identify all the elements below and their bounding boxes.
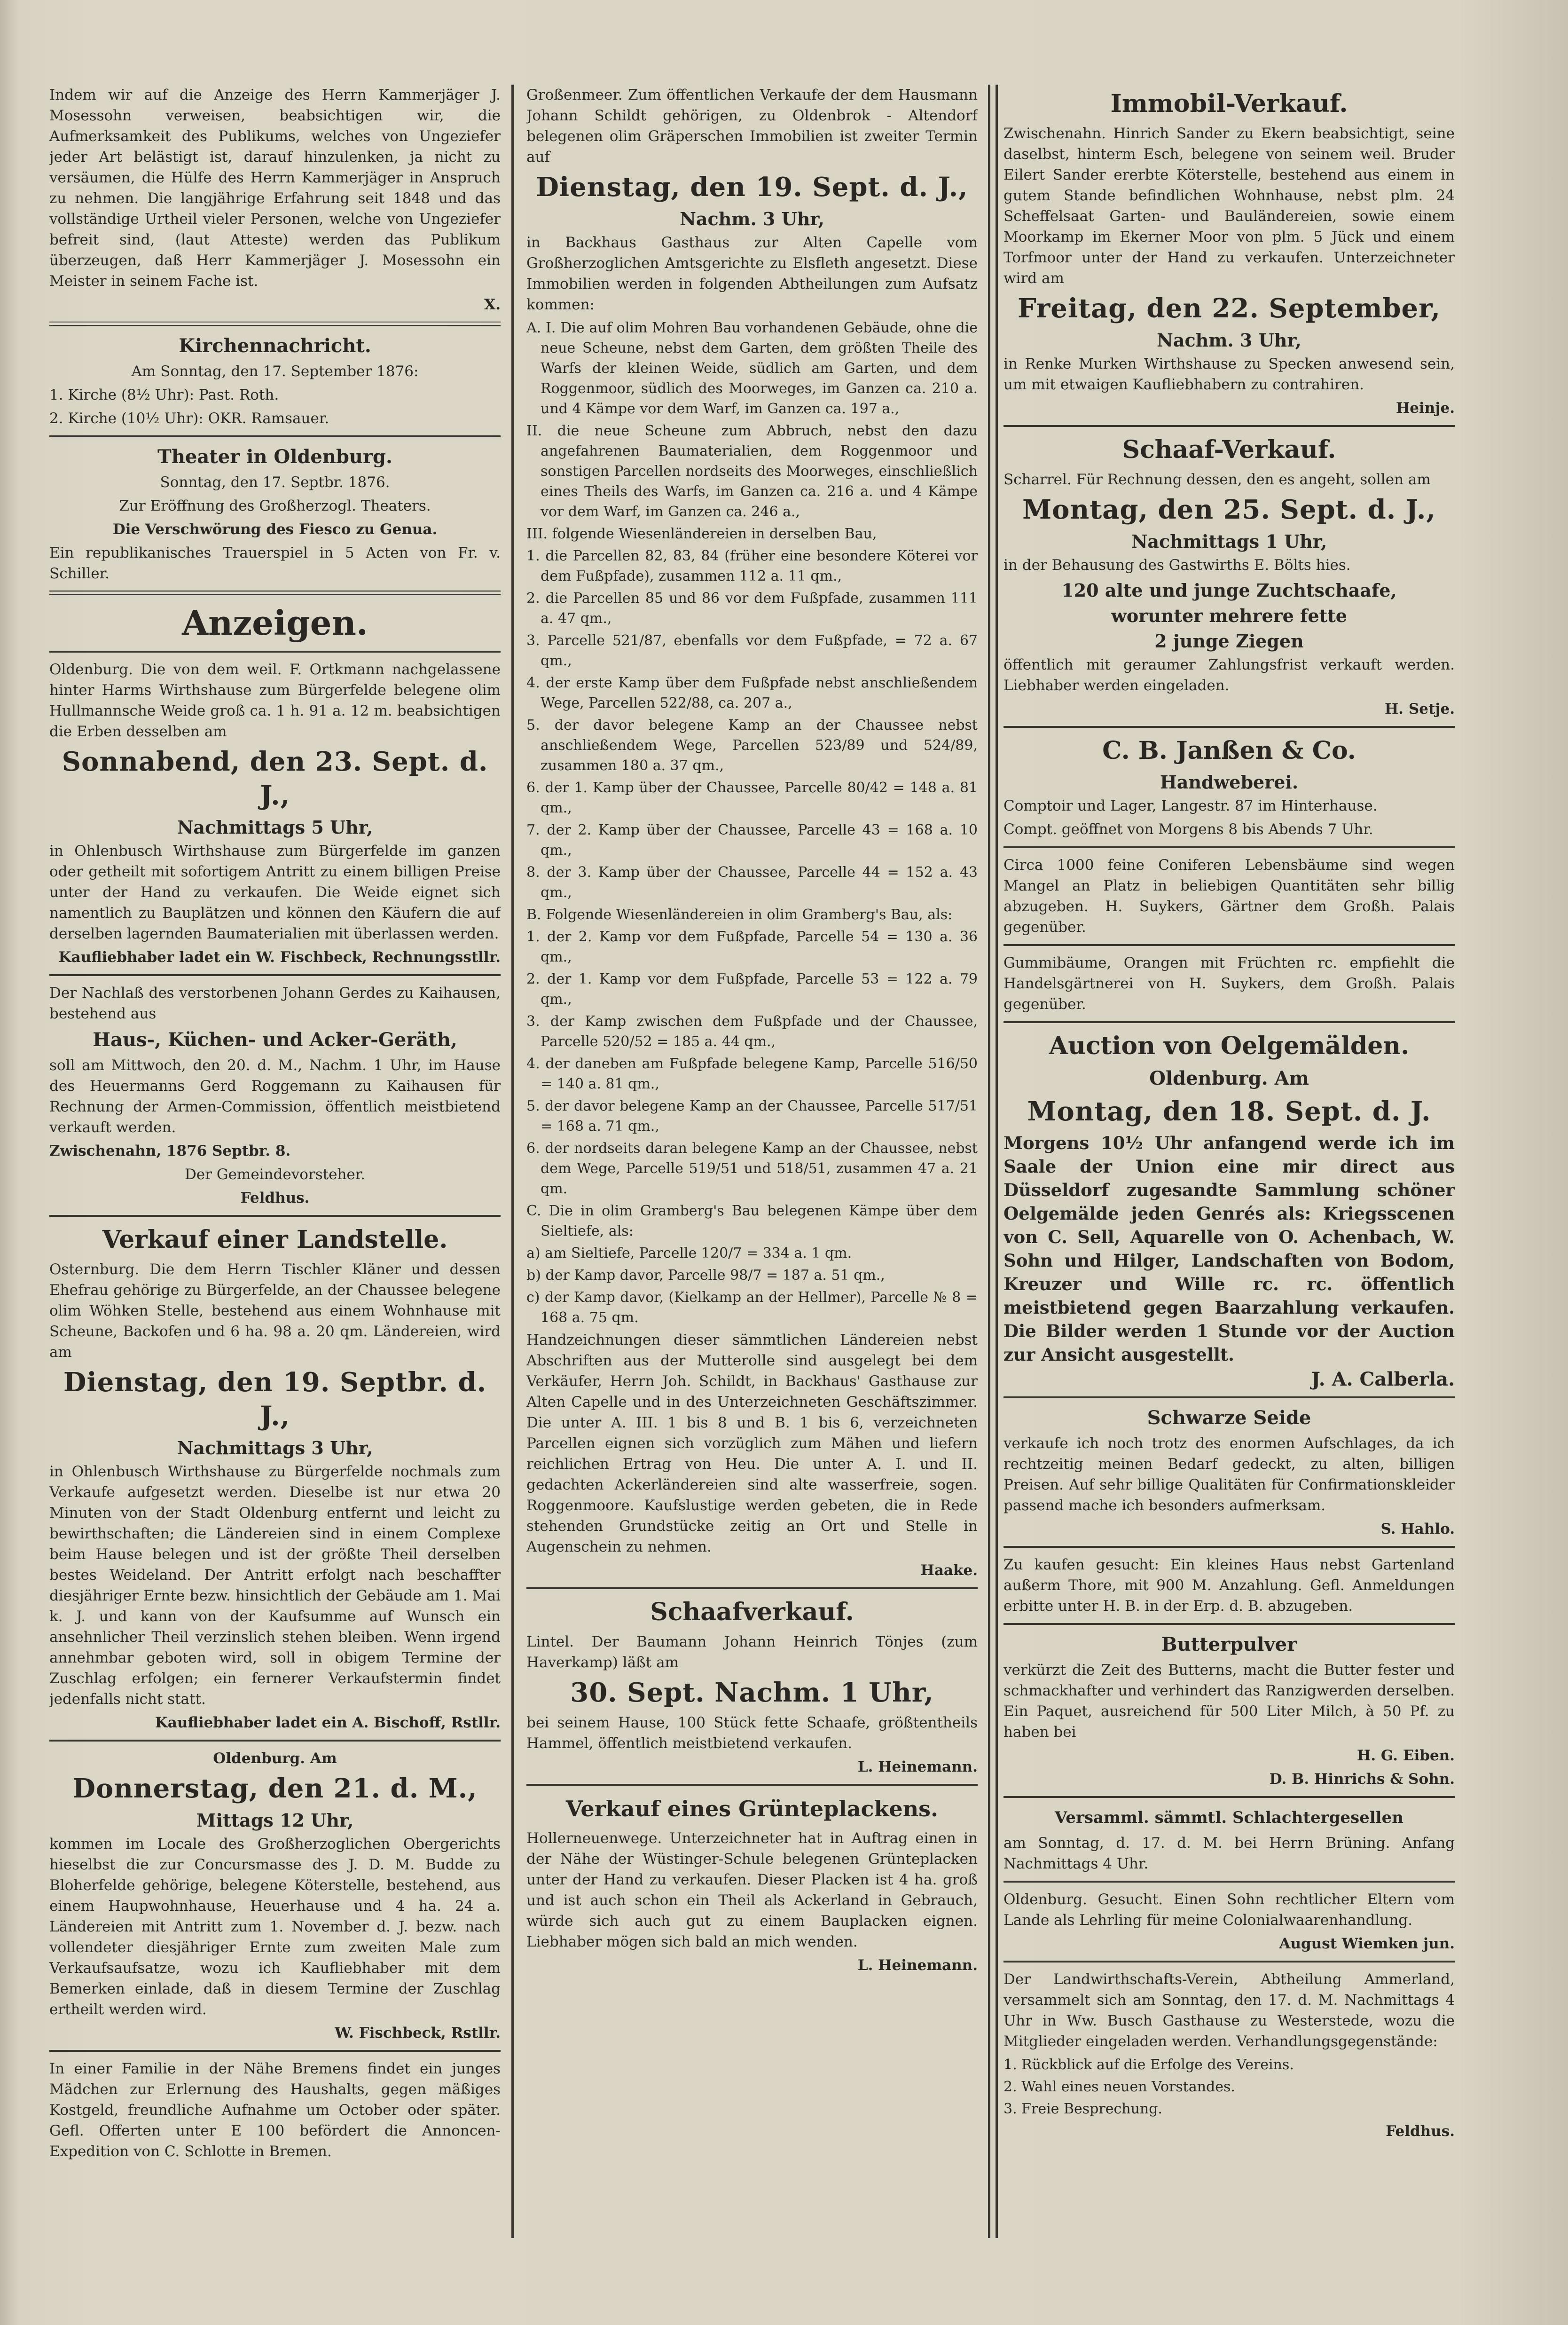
- gruen-title: Verkauf eines Grünteplackens.: [565, 1796, 939, 1821]
- anzeigen-heading: Anzeigen.: [182, 603, 368, 643]
- list-item: 1. die Parcellen 82, 83, 84 (früher eine besondere Köterei vor dem Fußpfade), zusammen 112 a. 11 qm.,: [526, 548, 978, 584]
- seide-text: verkaufe ich noch trotz des enormen Aufschlages, da ich rechtzeitig meinen Bedarf gedeckt, zu alten, billigen Preisen. Auf sehr billige Qualitäten für Confirmationskleider passend mache ich besonders aufmerksam.: [1004, 1435, 1455, 1514]
- list-item: 5. der davor belegene Kamp an der Chaussee, Parcelle 517/51 = 168 a. 71 qm.,: [526, 1098, 978, 1135]
- divider: [1004, 846, 1455, 848]
- gerdes-text: Der Nachlaß des verstorbenen Johann Gerdes zu Kaihausen, bestehend aus: [49, 985, 501, 1022]
- schaaf-title: Schaafverkauf.: [650, 1598, 854, 1626]
- immo-date: Freitag, den 22. September,: [1017, 293, 1441, 324]
- divider: [49, 651, 501, 653]
- divider: [49, 591, 501, 595]
- landstelle-title: Verkauf einer Landstelle.: [102, 1225, 448, 1254]
- list-item: 2. Wahl eines neuen Vorstandes.: [1004, 2079, 1235, 2095]
- list-item: A. I. Die auf olim Mohren Bau vorhandenen Gebäude, ohne die neue Scheune, nebst dem Garten, dem größten Theile des Warfs der kleinen Weide, südlich am Garten, und dem Roggenmoor, südlich des Moorweges, im Ganzen ca. 210 a. und 4 Kämpe vor dem Warf, im Ganzen ca. 197 a.,: [526, 320, 978, 417]
- divider: [1004, 1021, 1455, 1023]
- landstelle-text: in Ohlenbusch Wirthshause zu Bürgerfelde nochmals zum Verkaufe aufgesetzt werden. Dieselbe ist nur etwa 20 Minuten von der Stadt Oldenburg entfernt und leicht zu bewirthschaften; die Ländereien sind in einem Complexe beim Hause belegen und ist der größte Theil derselben bestes Weideland. Der Antritt erfolgt nach beschaffter diesjähriger Ernte bezw. hinsichtlich der Gebäude am 1. Mai k. J. und kann von der Kaufsumme auf Wunsch ein ansehnlicher Theil verzinslich stehen bleiben. Wenn irgend annehmbar geboten wird, soll in obigem Termine der Zuschlag erfolgen; ein fernerer Verkaufstermin findet jedenfalls nicht statt.: [49, 1463, 501, 1708]
- gruen-text: Hollerneuenwege. Unterzeichneter hat in Auftrag einen in der Nähe der Wüstinger-Schule belegenen Grünteplacken unter der Hand zu verkaufen. Dieser Placken ist 4 ha. groß und ist auch schon ein Theil als Ackerland in Gebrauch, würde sich auch gut zu einem Bauplacken eignen. Liebhaber mögen sich bald an mich wenden.: [526, 1830, 978, 1950]
- list-item: II. die neue Scheune zum Abbruch, nebst den dazu angefahrenen Baumaterialien, dem Roggenmoor und sonstigen Parcellen nordseits des Moorweges, einschließlich eines Theils des Warfs, im Ganzen ca. 216 a. und 4 Kämpe vor dem Warf, im Ganzen ca. 246 a.,: [526, 423, 978, 520]
- divider: [49, 322, 501, 326]
- divider: [49, 435, 501, 437]
- seide-title: Schwarze Seide: [1147, 1407, 1311, 1429]
- gerdes-signature: Feldhus.: [240, 1190, 310, 1206]
- theater-play: Die Verschwörung des Fiesco zu Genua.: [112, 521, 438, 538]
- schaf2-title: Schaaf-Verkauf.: [1122, 435, 1336, 464]
- verein-signature: Feldhus.: [1386, 2123, 1455, 2140]
- immo-text: in Renke Murken Wirthshause zu Specken anwesend sein, um mit etwaigen Kaufliebhabern zu contrahiren.: [1004, 355, 1455, 393]
- church-line: 1. Kirche (8½ Uhr): Past. Roth.: [49, 386, 279, 403]
- list-item: 5. der davor belegene Kamp an der Chaussee nebst anschließendem Wege, Parcellen 523/89 und 524/89, zusammen 180 a. 37 qm.,: [526, 717, 978, 774]
- list-item: 3. der Kamp zwischen dem Fußpfade und der Chaussee, Parcelle 520/52 = 185 a. 44 qm.,: [526, 1013, 978, 1050]
- list-item: 6. der 1. Kamp über der Chaussee, Parcelle 80/42 = 148 a. 81 qm.,: [526, 780, 978, 816]
- maedchen-text: In einer Familie in der Nähe Bremens findet ein junges Mädchen zur Erlernung des Haushalts, gegen mäßiges Kostgeld, freundliche Aufnahme um October oder später. Gefl. Offerten unter E 100 befördert die Annoncen-Expedition von C. Schlotte in Bremen.: [49, 2060, 501, 2160]
- column-rule: [511, 85, 514, 2238]
- list-item: 7. der 2. Kamp über der Chaussee, Parcelle 43 = 168 a. 10 qm.,: [526, 822, 978, 859]
- list-item: 1. Rückblick auf die Erfolge des Vereins.: [1004, 2057, 1294, 2073]
- janssen-subtitle: Handweberei.: [1160, 772, 1299, 793]
- list-item: 2. der 1. Kamp vor dem Fußpfade, Parcelle 53 = 122 a. 79 qm.,: [526, 971, 978, 1008]
- janssen-title: C. B. Janßen & Co.: [1102, 736, 1356, 765]
- schaf2-heading: 120 alte und junge Zuchtschaafe,: [1061, 580, 1397, 601]
- auction-place: Oldenburg. Am: [1149, 1067, 1309, 1089]
- landstelle-text: Osternburg. Die dem Herrn Tischler Kläner und dessen Ehefrau gehörige zu Bürgerfelde, an der Chaussee belegene olim Wöhken Stelle, bestehend aus einem Wohnhause mit Scheune, Backofen und 6 ha. 98 a. 20 qm. Ländereien, wird am: [49, 1261, 501, 1361]
- immo-text: Zwischenahn. Hinrich Sander zu Ekern beabsichtigt, seine daselbst, hinterm Esch, belegene von seinem weil. Bruder Eilert Sander ererbte Köterstelle, bestehend aus einem in gutem Stande befindlichen Wohnhause, nebst plm. 24 Scheffelsaat Garten- und Bauländereien, sowie einem Moorkamp im Ekerner Moor von plm. 5 Jück und einem Torfmoor unter der Hand zu verkaufen. Unterzeichneter wird am: [1004, 125, 1455, 287]
- divider: [526, 1784, 978, 1786]
- haus-text: Zu kaufen gesucht: Ein kleines Haus nebst Gartenland außerm Thore, mit 900 M. Anzahlung. Gefl. Anmeldungen erbitte unter H. B. in der Erp. d. B. abzugeben.: [1004, 1556, 1455, 1615]
- schaaf-date: 30. Sept. Nachm. 1 Uhr,: [570, 1677, 934, 1708]
- ortkmann-text: in Ohlenbusch Wirthshause zum Bürgerfelde im ganzen oder getheilt mit sofortigem Antritt zu einem billigen Preise unter der Hand zu verkaufen. Die Weide eignet sich namentlich zu Bauplätzen und können den Käufern die auf derselben lagernden Baumaterialien mit überlassen werden.: [49, 843, 501, 942]
- landstelle-time: Nachmittags 3 Uhr,: [177, 1437, 373, 1458]
- moses-signature: X.: [484, 296, 501, 313]
- list-item: 3. Parcelle 521/87, ebenfalls vor dem Fußpfade, = 72 a. 67 qm.,: [526, 632, 978, 669]
- budde-place: Oldenburg. Am: [213, 1750, 337, 1767]
- divider: [1004, 1623, 1455, 1625]
- schaf2-heading: 2 junge Ziegen: [1154, 631, 1304, 652]
- schaaf-text: Lintel. Der Baumann Johann Heinrich Tönjes (zum Haverkamp) läßt am: [526, 1633, 978, 1671]
- column-rule: [988, 85, 990, 2238]
- gruen-signature: L. Heinemann.: [857, 1957, 978, 1974]
- divider: [49, 2050, 501, 2052]
- schildt-text: Handzeichnungen dieser sämmtlichen Ländereien nebst Abschriften aus der Mutterolle sind ausgelegt bei dem Verkäufer, Herrn Joh. Schildt, in Backhaus' Gasthause zur Alten Capelle und in des Unterzeichneten Geschäftszimmer. Die unter A. III. 1 bis 8 und B. 1 bis 6, verzeichneten Parcellen eignen sich vorzüglich zum Mähen und liefern reichlichen Ertrag von Heu. Die unter A. I. und II. gedachten Ackerländereien sind alte wasserfreie, sogen. Roggenmoore. Kaufslustige werden gebeten, die in Rede stehenden Grundstücke zeitig an Ort und Stelle in Augenschein zu nehmen.: [526, 1332, 978, 1555]
- parcel-list: [526, 318, 978, 1328]
- ortkmann-signature: Kaufliebhaber ladet ein W. Fischbeck, Rechnungsstllr.: [58, 949, 501, 966]
- schildt-time: Nachm. 3 Uhr,: [680, 208, 824, 229]
- schaf2-text: öffentlich mit geraumer Zahlungsfrist verkauft werden. Liebhaber werden eingeladen.: [1004, 656, 1455, 694]
- auction-date: Montag, den 18. Sept. d. J.: [1027, 1096, 1431, 1127]
- list-item: a) am Sieltiefe, Parcelle 120/7 = 334 a. 1 qm.: [526, 1245, 852, 1261]
- list-item: 3. Freie Besprechung.: [1004, 2101, 1162, 2117]
- butter-text: verkürzt die Zeit des Butterns, macht die Butter fester und schmackhafter und verhindert das Ranzigwerden derselben. Ein Paquet, ausreichend für 500 Liter Milch, à 50 Pf. zu haben bei: [1004, 1662, 1455, 1741]
- schaf2-text: in der Behausung des Gastwirths E. Bölts hies.: [1004, 557, 1351, 574]
- butter-signature: D. B. Hinrichs & Sohn.: [1269, 1771, 1455, 1788]
- janssen-line: Compt. geöffnet von Morgens 8 bis Abends 7 Uhr.: [1004, 821, 1373, 838]
- budde-time: Mittags 12 Uhr,: [196, 1810, 354, 1831]
- list-item: C. Die in olim Gramberg's Bau belegenen Kämpe über dem Sieltiefe, als:: [526, 1203, 978, 1239]
- theater-line: Sonntag, den 17. Septbr. 1876.: [160, 474, 390, 491]
- lehrling-text: Oldenburg. Gesucht. Einen Sohn rechtlicher Eltern vom Lande als Lehrling für meine Colonialwaarenhandlung.: [1004, 1891, 1455, 1929]
- ortkmann-date: Sonnabend, den 23. Sept. d. J.,: [62, 746, 488, 811]
- gummi-text: Gummibäume, Orangen mit Früchten rc. empfiehlt die Handelsgärtnerei von H. Suykers, dem Großh. Palais gegenüber.: [1004, 954, 1455, 1013]
- divider: [1004, 1961, 1455, 1962]
- list-item: 4. der erste Kamp über dem Fußpfade nebst anschließendem Wege, Parcellen 522/88, ca. 207 a.,: [526, 675, 978, 711]
- gerdes-place: Zwischenahn, 1876 Septbr. 8.: [49, 1143, 291, 1159]
- divider: [1004, 1396, 1455, 1398]
- list-item: b) der Kamp davor, Parcelle 98/7 = 187 a. 51 qm.,: [526, 1267, 885, 1284]
- seide-signature: S. Hahlo.: [1380, 1521, 1455, 1537]
- schaf2-text: Scharrel. Für Rechnung dessen, den es angeht, sollen am: [1004, 471, 1431, 488]
- divider: [1004, 1796, 1455, 1798]
- ortkmann-text: Oldenburg. Die von dem weil. F. Ortkmann nachgelassene hinter Harms Wirthshause zum Bürgerfelde belegene olim Hullmannsche Weide groß ca. 1 h. 91 a. 12 m. beabsichtigen die Erben desselben am: [49, 661, 501, 740]
- gerdes-text: soll am Mittwoch, den 20. d. M., Nachm. 1 Uhr, im Hause des Heuermanns Gerd Roggemann zu Kaihausen für Rechnung der Armen-Commission, öffentlich meistbietend verkauft werden.: [49, 1057, 501, 1136]
- schaf2-signature: H. Setje.: [1384, 701, 1455, 717]
- divider: [526, 1587, 978, 1589]
- moses-notice: Indem wir auf die Anzeige des Herrn Kammerjäger J. Mosessohn verweisen, beabsichtigen wir, die Aufmerksamkeit des Publikums, welches von Ungeziefer jeder Art belästigt ist, darauf hinzulenken, ja nicht zu versäumen, die Hülfe des Herrn Kammerjäger in Anspruch zu nehmen. Die langjährige Erfahrung seit 1848 und das vollständige Urtheil vieler Personen, welche von Ungeziefer befreit sind, (laut Atteste) werden das Publikum überzeugen, daß Herr Kammerjäger J. Mosessohn ein Meister in seinem Fache ist.: [49, 87, 501, 290]
- lehrling-signature: August Wiemken jun.: [1279, 1935, 1455, 1952]
- list-item: 1. der 2. Kamp vor dem Fußpfade, Parcelle 54 = 130 a. 36 qm.,: [526, 929, 978, 965]
- divider: [49, 1215, 501, 1217]
- verein-text: Der Landwirthschafts-Verein, Abtheilung Ammerland, versammelt sich am Sonntag, den 17. d. M. Nachmittags 4 Uhr in Ww. Busch Gasthause zu Westerstede, wozu die Mitglieder eingeladen werden. Verhandlungsgegenstände:: [1004, 1971, 1455, 2050]
- list-item: c) der Kamp davor, (Kielkamp an der Hellmer), Parcelle № 8 = 168 a. 75 qm.: [526, 1289, 978, 1326]
- column-right: [1004, 85, 1455, 2247]
- budde-text: kommen im Locale des Großherzoglichen Obergerichts hieselbst die zur Concursmasse des J. D. M. Budde zu Bloherfelde gehörige, belegene Köterstelle, bestehend, aus einem Haupwohnhause, Heuerhause und 4 ha. 24 a. Ländereien mit Antritt zum 1. November d. J. bezw. nach vollendeter diesjähriger Ernte zum zweiten Male zum Verkaufsaufsatze, wozu ich Kaufliebhaber mit dem Bemerken einlade, daß in diesem Termine der Zuschlag ertheilt werden wird.: [49, 1836, 501, 2018]
- list-item: 2. die Parcellen 85 und 86 vor dem Fußpfade, zusammen 111 a. 47 qm.,: [526, 590, 978, 627]
- schlacht-title: Versamml. sämmtl. Schlachtergesellen: [1055, 1808, 1403, 1827]
- janssen-line: Comptoir und Lager, Langestr. 87 im Hinterhause.: [1004, 797, 1378, 814]
- divider: [49, 1740, 501, 1742]
- theater-line: Ein republikanisches Trauerspiel in 5 Acten von Fr. v. Schiller.: [49, 544, 501, 582]
- gerdes-heading: Haus-, Küchen- und Acker-Geräth,: [93, 1029, 457, 1051]
- list-item: 8. der 3. Kamp über der Chaussee, Parcelle 44 = 152 a. 43 qm.,: [526, 864, 978, 901]
- budde-date: Donnerstag, den 21. d. M.,: [72, 1773, 478, 1804]
- schildt-signature: Haake.: [920, 1562, 978, 1579]
- schlacht-text: am Sonntag, d. 17. d. M. bei Herrn Brüning. Anfang Nachmittags 4 Uhr.: [1004, 1835, 1455, 1872]
- divider: [1004, 944, 1455, 946]
- ortkmann-time: Nachmittags 5 Uhr,: [177, 817, 373, 838]
- auction-title: Auction von Oelgemälden.: [1049, 1032, 1410, 1060]
- divider: [1004, 1546, 1455, 1548]
- theater-title: Theater in Oldenburg.: [157, 446, 392, 468]
- theater-line: Zur Eröffnung des Großherzogl. Theaters.: [119, 497, 431, 514]
- church-line: Am Sonntag, den 17. September 1876:: [131, 363, 419, 380]
- church-title: Kirchennachricht.: [179, 335, 371, 357]
- column-middle: [526, 85, 978, 2247]
- budde-signature: W. Fischbeck, Rstllr.: [335, 2025, 501, 2041]
- schaaf-text: bei seinem Hause, 100 Stück fette Schaafe, größtentheils Hammel, öffentlich meistbietend verkaufen.: [526, 1714, 978, 1752]
- immo-signature: Heinje.: [1396, 400, 1455, 417]
- landstelle-date: Dienstag, den 19. Septbr. d. J.,: [63, 1367, 487, 1432]
- schaf2-time: Nachmittags 1 Uhr,: [1131, 531, 1327, 552]
- column-left: [49, 85, 501, 2247]
- list-item: III. folgende Wiesenländereien in derselben Bau,: [526, 526, 877, 542]
- coniferen-text: Circa 1000 feine Coniferen Lebensbäume sind wegen Mangel an Platz in beliebigen Quantitäten sehr billig abzugeben. H. Suykers, Gärtner dem Großh. Palais gegenüber.: [1004, 857, 1455, 936]
- church-line: 2. Kirche (10½ Uhr): OKR. Ramsauer.: [49, 410, 329, 427]
- immo-time: Nachm. 3 Uhr,: [1157, 330, 1301, 351]
- divider: [1004, 726, 1455, 728]
- schaf2-date: Montag, den 25. Sept. d. J.,: [1022, 494, 1436, 525]
- schaaf-signature: L. Heinemann.: [857, 1758, 978, 1775]
- schildt-date: Dienstag, den 19. Sept. d. J.,: [536, 172, 968, 203]
- schildt-text: in Backhaus Gasthaus zur Alten Capelle vom Großherzoglichen Amtsgerichte zu Elsfleth angesetzt. Diese Immobilien werden in folgenden Abtheilungen zum Aufsatz kommen:: [526, 234, 978, 313]
- schildt-text: Großenmeer. Zum öffentlichen Verkaufe der dem Hausmann Johann Schildt gehörigen, zu Oldenbrok - Altendorf belegenen olim Gräperschen Immobilien ist zweiter Termin auf: [526, 87, 978, 166]
- gerdes-signature: Der Gemeindevorsteher.: [184, 1166, 366, 1183]
- list-item: 4. der daneben am Fußpfade belegene Kamp, Parcelle 516/50 = 140 a. 81 qm.,: [526, 1056, 978, 1092]
- divider: [49, 974, 501, 976]
- divider: [1004, 1881, 1455, 1883]
- divider: [1004, 425, 1455, 427]
- butter-signature: H. G. Eiben.: [1357, 1747, 1455, 1764]
- auction-text: Morgens 10½ Uhr anfangend werde ich im Saale der Union eine mir direct aus Düsseldorf zugesandte Sammlung schöner Oelgemälde jeden Genrés als: Kriegsscenen von C. Sell, Aquarelle von O. Achenbach, W. Sohn und Hilger, Landschaften von Bodom, Kreuzer und Wille rc. rc. öffentlich meistbietend gegen Baarzahlung verkaufen. Die Bilder werden 1 Stunde vor der Auction zur Ansicht ausgestellt.: [1004, 1133, 1455, 1365]
- schaf2-heading: worunter mehrere fette: [1111, 605, 1347, 626]
- list-item: B. Folgende Wiesenländereien in olim Gramberg's Bau, als:: [526, 906, 953, 923]
- immo-title: Immobil-Verkauf.: [1110, 89, 1348, 118]
- auction-signature: J. A. Calberla.: [1311, 1368, 1455, 1390]
- column-rule: [996, 85, 998, 2238]
- landstelle-signature: Kaufliebhaber ladet ein A. Bischoff, Rstllr.: [155, 1714, 501, 1731]
- butter-title: Butterpulver: [1161, 1633, 1297, 1655]
- list-item: 6. der nordseits daran belegene Kamp an der Chaussee, nebst dem Wege, Parcelle 519/51 und 518/51, zusammen 47 a. 21 qm.: [526, 1140, 978, 1197]
